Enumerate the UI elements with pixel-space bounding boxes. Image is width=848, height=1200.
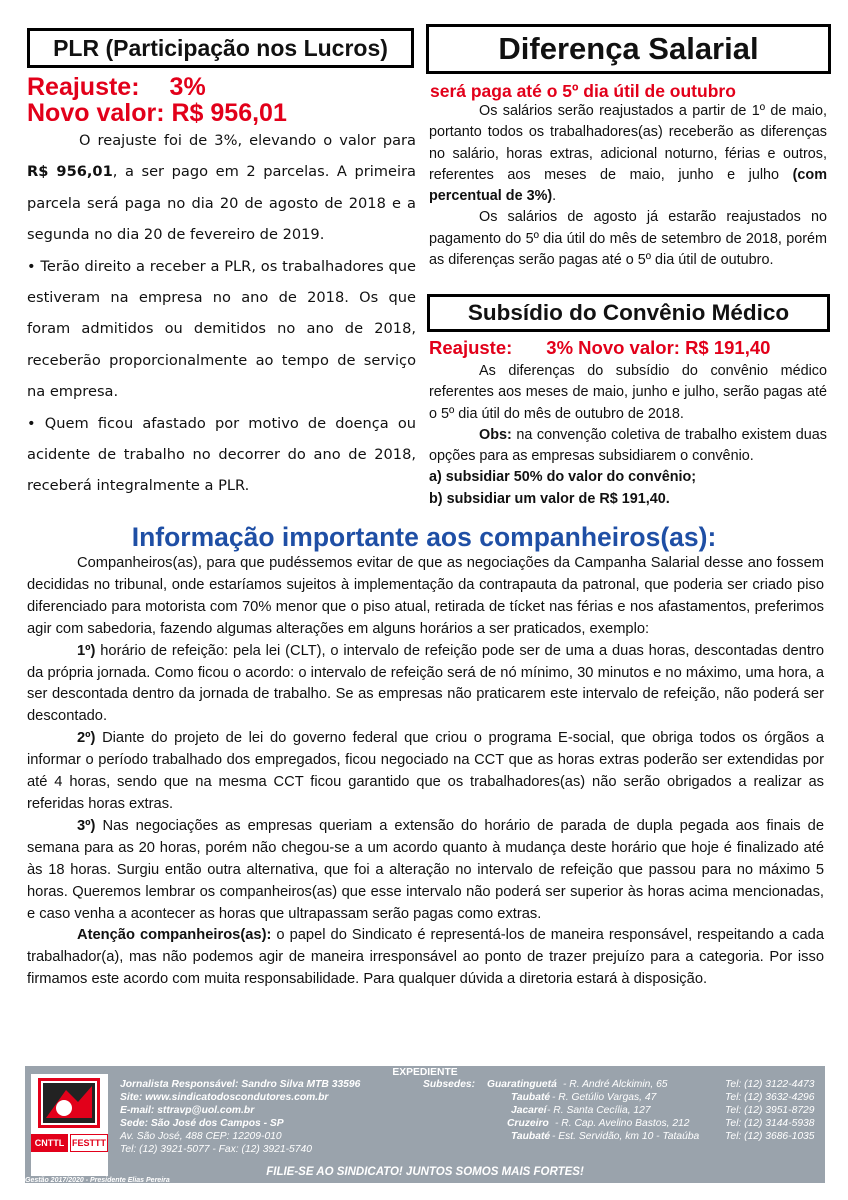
footer-filie-slogan: FILIE-SE AO SINDICATO! JUNTOS SOMOS MAIS FORTES!	[266, 1166, 584, 1178]
plr-valor-bold: R$ 956,01	[27, 163, 113, 181]
footer-telefones: Tel: (12) 3921-5077 - Fax: (12) 3921-5740	[120, 1144, 312, 1155]
subsede-tel: Tel: (12) 3632-4296	[725, 1092, 815, 1103]
subsidio-option-b: b) subsidiar um valor de R$ 191,40.	[429, 490, 670, 507]
plr-novo-valor-label: Novo valor:	[27, 99, 165, 127]
subsidio-reajuste	[429, 337, 770, 359]
plr-reajuste-label: Reajuste:	[27, 73, 140, 101]
subsidio-option-a: a) subsidiar 50% do valor do convênio;	[429, 469, 697, 486]
diferenca-paragraph-2: Os salários de agosto já estarão reajustados no pagamento do 5º dia útil do mês de setembro de 2018, porém as diferenças serão pagas até o 5º dia útil de outubro.	[429, 209, 827, 269]
cut-logo-icon	[38, 1078, 100, 1128]
subsede-city: Jacareí	[511, 1105, 547, 1116]
footer-email[interactable]: E-mail: sttravp@uol.com.br	[120, 1105, 255, 1116]
subsede-city: Taubaté	[511, 1131, 551, 1142]
diferenca-body	[429, 101, 827, 271]
subsede-tel: Tel: (12) 3951-8729	[725, 1105, 815, 1116]
footer-gestao: Gestão 2017/2020 - Presidente Elias Pereira	[25, 1177, 170, 1184]
logo-area	[31, 1074, 108, 1176]
info-body	[27, 553, 824, 991]
plr-paragraph-3: • Quem ficou afastado por motivo de doença ou acidente de trabalho no decorrer do ano de 2018, receberá integralmente a PLR.	[27, 414, 416, 495]
expediente-heading: EXPEDIENTE	[392, 1067, 458, 1078]
info-item-3: 3º) Nas negociações as empresas queriam a extensão do horário de parada de dupla pegada aos finais de semana para as 20 horas, porém não chegou-se a um acordo quanto à mudança deste horário que hoje é finalizado até às 18 horas. Surgiu então outra alternativa, que foi a alteração no intervalo de refeição que passou para no máximo 5 horas. Queremos lembrar os companheiros(as) que esse intervalo não poderá ser superior às horas acima mencionadas, e caso venha a acontecer as horas que ultrapassam serão pagas como extras.	[27, 817, 824, 922]
subsede-city: Taubaté	[511, 1092, 551, 1103]
info-intro: Companheiros(as), para que pudéssemos evitar de que as negociações da Campanha Salarial desse ano fossem decididas no tribunal, onde estaríamos sujeitos à implementação da contrapauta da patronal, que poderia ser criado piso diferenciado para motorista com 70% menor que o piso atual, retirada de tícket nas férias e nos afastamentos, preferimos agir com sabedoria, fazendo algumas alterações em alguns horários a ser praticados, exemplo:	[27, 555, 824, 637]
subsede-address: - R. Cap. Avelino Bastos, 212	[555, 1118, 690, 1129]
plr-reajuste	[27, 74, 206, 100]
plr-novo-valor	[27, 100, 287, 126]
footer-subsedes-label: Subsedes:	[423, 1079, 476, 1090]
subsede-tel: Tel: (12) 3144-5938	[725, 1118, 815, 1129]
festtt-logo: FESTTT	[70, 1134, 108, 1152]
subsidio-reajuste-value: 3% Novo valor: R$ 191,40	[546, 337, 771, 358]
subsede-address: - R. André Alckimin, 65	[563, 1079, 668, 1090]
subsidio-body	[429, 361, 827, 510]
info-item-1: 1º) horário de refeição: pela lei (CLT), o intervalo de refeição pode ser de uma a duas horas, descontadas dentro da própria jornada. Como ficou o acordo: o intervalo de refeição será de nó mínimo, 30 minutos e no máximo, uma hora, a ser descontada dentro da jornada de trabalho. Se as empresas não praticarem este intervalo de refeição, não poderá ser descontado.	[27, 642, 824, 725]
plr-paragraph-2: • Terão direito a receber a PLR, os trabalhadores que estiveram na empresa no ano de 2018. Os que foram admitidos ou demitidos no ano de 2018, receberão proporcionalmente ao tempo de serviço na empresa.	[27, 257, 416, 401]
plr-paragraph-1: O reajuste foi de 3%, elevando o valor para R$ 956,01, a ser pago em 2 parcelas. A primeira parcela será paga no dia 20 de agosto de 2018 e a segunda no dia 20 de fevereiro de 2019.	[27, 132, 416, 244]
footer-jornalista: Jornalista Responsável: Sandro Silva MTB 33596	[120, 1079, 361, 1090]
info-title: Informação importante aos companheiros(as):	[131, 522, 717, 552]
subsede-address: - R. Getúlio Vargas, 47	[552, 1092, 657, 1103]
footer-expediente	[25, 1066, 825, 1183]
subsede-city: Cruzeiro	[507, 1118, 549, 1129]
subsede-tel: Tel: (12) 3686-1035	[725, 1131, 815, 1142]
cnttl-logo: CNTTL	[31, 1134, 68, 1152]
subsede-tel: Tel: (12) 3122-4473	[725, 1079, 815, 1090]
footer-sede: Sede: São José dos Campos - SP	[120, 1118, 284, 1129]
subsidio-reajuste-label: Reajuste:	[429, 337, 513, 358]
footer-endereco: Av. São José, 488 CEP: 12209-010	[120, 1131, 282, 1142]
subsidio-obs: Obs: na convenção coletiva de trabalho existem duas opções para as empresas subsidiarem o convênio.	[429, 426, 827, 465]
subsidio-obs-label: Obs:	[479, 426, 512, 443]
diferenca-paragraph-1: Os salários serão reajustados a partir de 1º de maio, portanto todos os trabalhadores(as) receberão as diferenças no salário, horas extras, adicional noturno, férias e outros, referentes aos meses de maio, junho e julho (com percentual de 3%).	[429, 103, 827, 205]
subsidio-title: Subsídio do Convênio Médico	[427, 294, 830, 332]
subsede-address: - R. Santa Cecília, 127	[547, 1105, 651, 1116]
plr-reajuste-value: 3%	[169, 73, 206, 101]
subsede-address: - Est. Servidão, km 10 - Tataúba	[552, 1131, 700, 1142]
subsidio-paragraph-1: As diferenças do subsídio do convênio médico referentes aos meses de maio, junho e julho, serão pagas até o 5º dia útil do mês de outubro de 2018.	[429, 363, 827, 422]
plr-title: PLR (Participação nos Lucros)	[27, 28, 414, 68]
plr-novo-valor-value: R$ 956,01	[171, 99, 287, 127]
subsede-city: Guaratinguetá	[487, 1079, 557, 1090]
diferenca-percentual: (com percentual de 3%)	[429, 166, 827, 205]
info-attention: Atenção companheiros(as): o papel do Sindicato é representá-los de maneira responsável, respeitando a cada trabalhador(a), mas não podemos agir de maneira irresponsável ao ponto de trazer prejuízo para a categoria. Por isso firmamos este acordo com muita responsabilidade. Para qualquer dúvida a diretoria estará à disposição.	[27, 927, 824, 988]
diferenca-subtitle: será paga até o 5º dia útil de outubro	[430, 81, 736, 101]
diferenca-title: Diferença Salarial	[426, 24, 831, 74]
footer-site[interactable]: Site: www.sindicatodoscondutores.com.br	[120, 1092, 329, 1103]
plr-body	[27, 125, 416, 502]
info-item-2: 2º) Diante do projeto de lei do governo federal que criou o programa E-social, que obriga todos os órgãos a informar o período trabalhado dos empregados, ficou negociado na CCT que as horas extras poderão ser extendidas por até 4 horas, sendo que na mesma CCT ficou garantido que os trabalhadores(as) não serão obrigados a realizar as referidas horas extras.	[27, 730, 824, 812]
